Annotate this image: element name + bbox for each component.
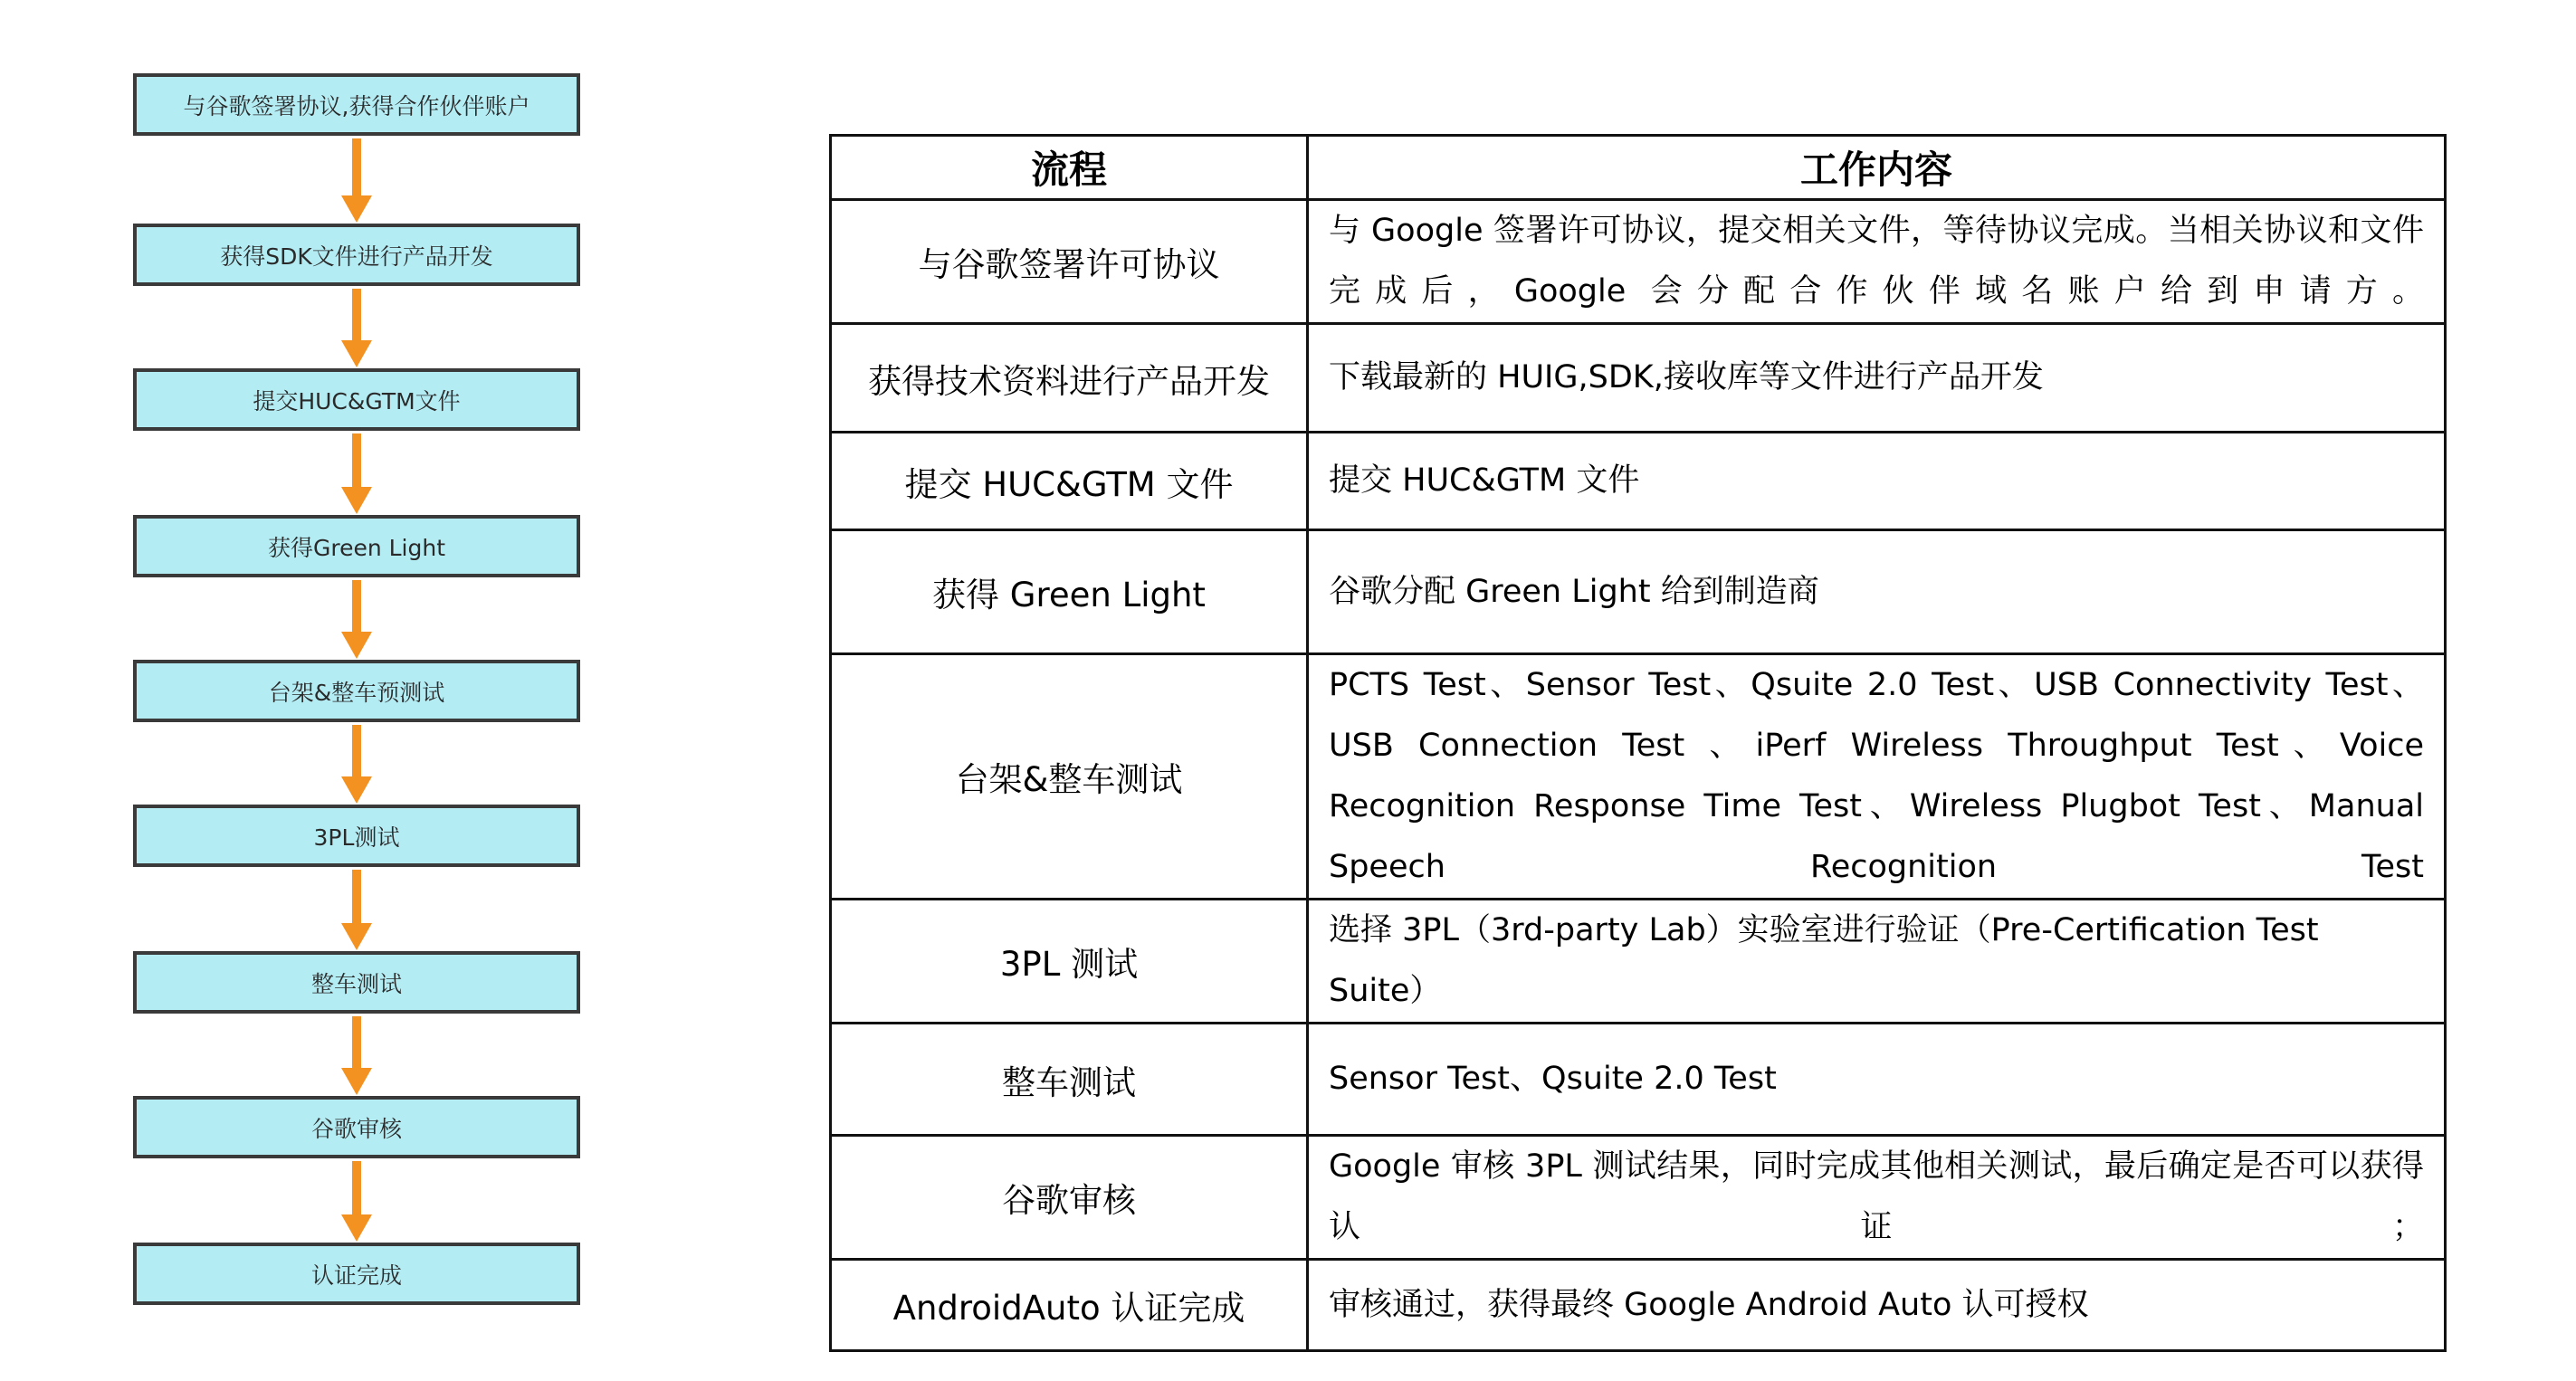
row-process: 3PL 测试 — [831, 900, 1308, 1024]
row-content: 下载最新的 HUIG,SDK,接收库等文件进行产品开发 — [1308, 324, 2446, 433]
row-process: 台架&整车测试 — [831, 654, 1308, 900]
table-row — [831, 1260, 2446, 1351]
flow-arrow-5 — [341, 725, 372, 804]
row-content: 谷歌分配 Green Light 给到制造商 — [1308, 530, 2446, 654]
flow-arrow-7 — [341, 1016, 372, 1095]
flow-step-8: 谷歌审核 — [133, 1096, 580, 1158]
flow-arrow-4 — [341, 580, 372, 659]
flow-step-4: 获得Green Light — [133, 515, 580, 577]
table-row — [831, 1136, 2446, 1260]
table-row — [831, 654, 2446, 900]
table-row — [831, 433, 2446, 530]
flow-arrow-2 — [341, 289, 372, 367]
table-header-row — [831, 136, 2446, 200]
flow-step-2: 获得SDK文件进行产品开发 — [133, 224, 580, 286]
table-row — [831, 530, 2446, 654]
flow-step-5: 台架&整车预测试 — [133, 660, 580, 722]
row-content: PCTS Test、Sensor Test、Qsuite 2.0 Test、USB Connectivity Test、USB Connection Test 、iPerf Wireless Throughput Test、Voice Recognition Response Time Test、Wireless Plugbot Test、Manual Speech Recognition Test — [1308, 654, 2446, 900]
flow-step-6: 3PL测试 — [133, 805, 580, 867]
flow-step-9: 认证完成 — [133, 1243, 580, 1305]
row-content: 选择 3PL（3rd-party Lab）实验室进行验证（Pre-Certification Test Suite） — [1308, 900, 2446, 1024]
row-process: 获得 Green Light — [831, 530, 1308, 654]
table-row — [831, 900, 2446, 1024]
flow-arrow-3 — [341, 433, 372, 514]
header-process: 流程 — [831, 136, 1308, 200]
row-process: 获得技术资料进行产品开发 — [831, 324, 1308, 433]
row-process: 谷歌审核 — [831, 1136, 1308, 1260]
flow-step-3: 提交HUC&GTM文件 — [133, 368, 580, 431]
flow-arrow-6 — [341, 870, 372, 950]
row-content: 审核通过，获得最终 Google Android Auto 认可授权 — [1308, 1260, 2446, 1351]
row-process: AndroidAuto 认证完成 — [831, 1260, 1308, 1351]
flow-arrow-1 — [341, 138, 372, 223]
flowchart — [0, 0, 724, 1381]
process-table — [829, 134, 2447, 1352]
row-process: 提交 HUC&GTM 文件 — [831, 433, 1308, 530]
header-content: 工作内容 — [1308, 136, 2446, 200]
row-content: Google 审核 3PL 测试结果，同时完成其他相关测试，最后确定是否可以获得认证； — [1308, 1136, 2446, 1260]
flow-step-7: 整车测试 — [133, 951, 580, 1014]
table-row — [831, 1024, 2446, 1136]
row-content: Sensor Test、Qsuite 2.0 Test — [1308, 1024, 2446, 1136]
row-process: 与谷歌签署许可协议 — [831, 200, 1308, 324]
row-process: 整车测试 — [831, 1024, 1308, 1136]
table-row — [831, 200, 2446, 324]
flow-step-1: 与谷歌签署协议,获得合作伙伴账户 — [133, 73, 580, 136]
table-row — [831, 324, 2446, 433]
row-content: 提交 HUC&GTM 文件 — [1308, 433, 2446, 530]
row-content: 与 Google 签署许可协议，提交相关文件，等待协议完成。当相关协议和文件完成后，Google 会分配合作伙伴域名账户给到申请方。 — [1308, 200, 2446, 324]
flow-arrow-8 — [341, 1161, 372, 1242]
